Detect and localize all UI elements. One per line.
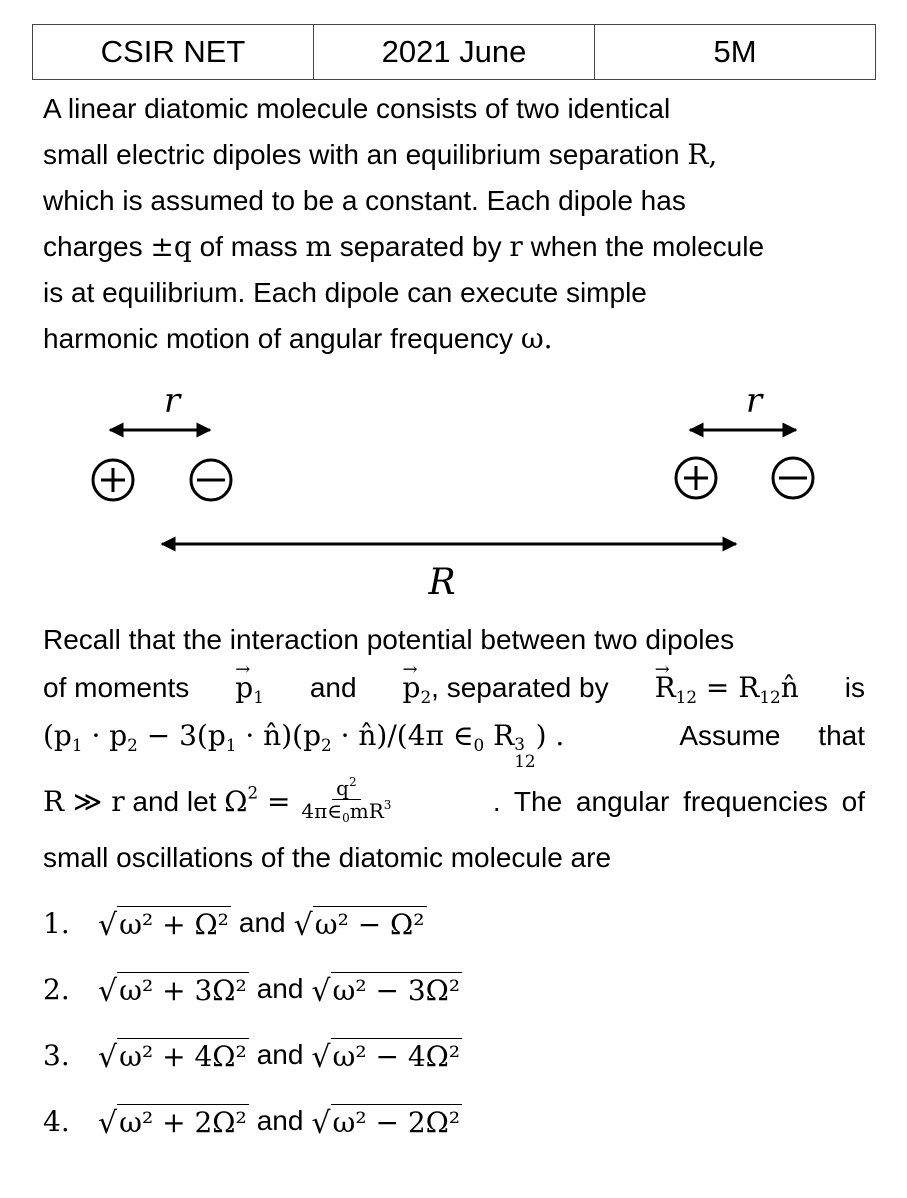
- radical-expression: √ ω² + Ω²: [98, 907, 229, 943]
- option-3[interactable]: 3. √ ω² + 4Ω² and √ ω² − 4Ω²: [43, 1038, 461, 1075]
- recall-line: R ≫ r and let $\Omega^2$ = $\frac{q^2}{4\pi\in_0mR^3}$ . The angular frequencies of: [43, 774, 865, 825]
- right-dipole-label: r: [745, 381, 763, 421]
- dipole-diagram: [60, 380, 840, 610]
- left-positive-charge: [93, 460, 133, 500]
- recall-text: [43, 616, 865, 882]
- radical-expression: √ ω² + 2Ω²: [98, 1105, 247, 1141]
- header-table: [32, 24, 876, 80]
- radical-expression: √ ω² − Ω²: [293, 907, 425, 943]
- option-2[interactable]: 2. √ ω² + 3Ω² and √ ω² − 3Ω²: [43, 972, 461, 1009]
- left-dipole-label: r: [163, 381, 181, 421]
- option-1[interactable]: 1. √ ω² + Ω² and √ ω² − Ω²: [43, 906, 425, 943]
- right-negative-charge: [773, 458, 813, 498]
- radical-expression: √ ω² − 2Ω²: [311, 1105, 461, 1141]
- right-positive-charge: [676, 458, 716, 498]
- recall-line: of moments → $p_1$ and → $p_2$, separated by → $R_{12}$ = $R_{12}n̂$ is: [43, 664, 865, 712]
- question-marks: 5M: [595, 25, 876, 80]
- exam-session: 2021 June: [314, 25, 595, 80]
- header-row: [33, 25, 876, 80]
- radical-expression: √ ω² − 4Ω²: [311, 1039, 461, 1075]
- question-line: which is assumed to be a constant. Each dipole has: [43, 185, 686, 216]
- question-line: harmonic motion of angular frequency ω.: [43, 322, 553, 355]
- recall-line: Recall that the interaction potential between two dipoles: [43, 624, 735, 655]
- left-negative-charge: [191, 460, 231, 500]
- question-line: A linear diatomic molecule consists of two identical: [43, 93, 671, 124]
- option-4[interactable]: 4. √ ω² + 2Ω² and √ ω² − 2Ω²: [43, 1104, 461, 1141]
- radical-expression: √ ω² + 4Ω²: [98, 1039, 247, 1075]
- separation-label: R: [428, 562, 456, 603]
- exam-name: CSIR NET: [33, 25, 314, 80]
- recall-line: small oscillations of the diatomic molecule are: [43, 841, 612, 873]
- radical-expression: √ ω² − 3Ω²: [311, 973, 461, 1009]
- recall-line: ($p_1 \cdot p_2 - 3(p_1$ · $n̂)(p_2$ · n̂)/(4π $\in_0$ R 3 12 ) . Assume that: [43, 712, 865, 770]
- omega-fraction: $\frac{q^2}{4\pi\in_0mR^3}$: [301, 774, 392, 825]
- question-line: charges ±q of mass m separated by r when the molecule: [43, 230, 765, 263]
- radical-expression: √ ω² + 3Ω²: [98, 973, 247, 1009]
- question-line: small electric dipoles with an equilibrium separation R,: [43, 138, 718, 171]
- question-line: is at equilibrium. Each dipole can execute simple: [43, 277, 647, 308]
- interaction-expression: ($p_1 \cdot p_2 - 3(p_1$ · $n̂)(p_2$ · n̂)/(4π $\in_0$ R 3 12 ) .: [43, 719, 565, 771]
- question-text: [43, 86, 865, 362]
